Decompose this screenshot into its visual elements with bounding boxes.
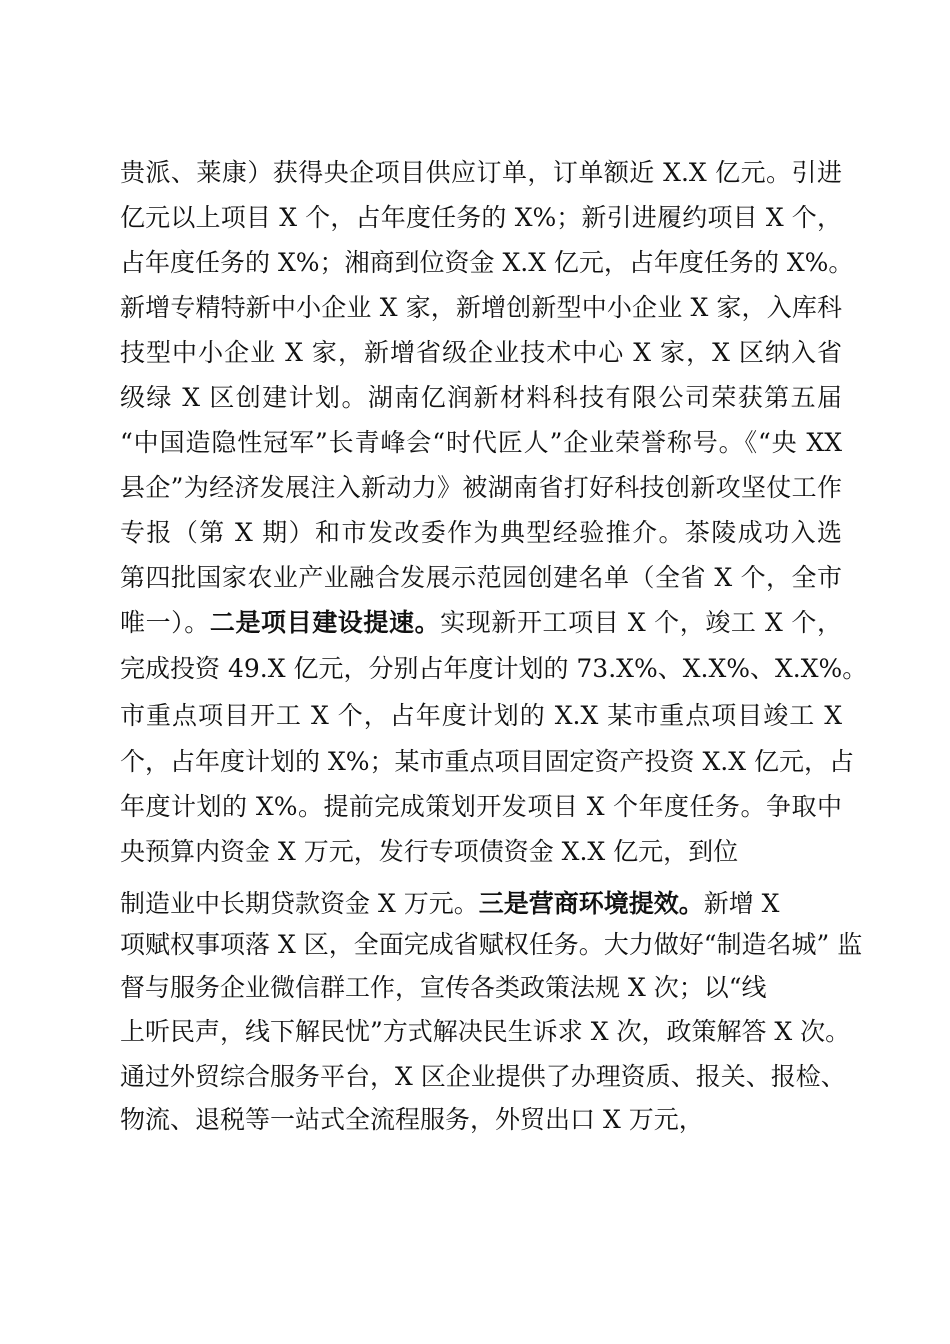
paragraph-line xyxy=(120,202,842,234)
text-run: 新增 X xyxy=(703,889,780,918)
text-run: 第四批国家农业产业融合发展示范园创建名单（全省 X 个，全市 xyxy=(120,563,842,592)
text-run: 唯一）。 xyxy=(120,608,210,637)
text-run: 占年度任务的 X%；湘商到位资金 X.X 亿元，占年度任务的 X%。 xyxy=(120,248,854,277)
text-run: 央预算内资金 X 万元，发行专项债资金 X.X 亿元，到位 xyxy=(120,837,739,866)
text-run: 项赋权事项落 X 区，全面完成省赋权任务。大力做好“制造名城” 监 xyxy=(120,930,863,959)
paragraph-line xyxy=(120,653,868,685)
paragraph-line xyxy=(120,700,842,732)
paragraph-line xyxy=(120,791,842,823)
paragraph-line xyxy=(120,1061,846,1093)
paragraph-line xyxy=(120,746,854,778)
text-run: 上听民声，线下解民忧”方式解决民生诉求 X 次，政策解答 X 次。 xyxy=(120,1017,851,1046)
text-run: 年度计划的 X%。提前完成策划开发项目 X 个年度任务。争取中 xyxy=(120,792,842,821)
paragraph-line xyxy=(120,427,842,459)
text-run: 亿元以上项目 X 个，占年度任务的 X%；新引进履约项目 X 个， xyxy=(120,203,842,232)
paragraph-line xyxy=(120,888,779,920)
paragraph-line xyxy=(120,836,738,868)
text-run: 专报（第 X 期）和市发改委作为典型经验推介。茶陵成功入选 xyxy=(120,518,842,547)
text-run: 新增专精特新中小企业 X 家，新增创新型中小企业 X 家，入库科 xyxy=(120,293,842,322)
paragraph-line xyxy=(120,929,862,961)
text-run: 实现新开工项目 X 个，竣工 X 个， xyxy=(440,608,842,637)
text-run: 制造业中长期贷款资金 X 万元。 xyxy=(120,889,479,918)
text-run: 通过外贸综合服务平台，X 区企业提供了办理资质、报关、报检、 xyxy=(120,1062,846,1091)
text-run: 个，占年度计划的 X%；某市重点项目固定资产投资 X.X 亿元，占 xyxy=(120,747,854,776)
paragraph-line xyxy=(120,337,842,369)
paragraph-line xyxy=(120,382,842,414)
paragraph-line xyxy=(120,247,854,279)
paragraph-line xyxy=(120,972,766,1004)
text-run: 督与服务企业微信群工作，宣传各类政策法规 X 次；以“线 xyxy=(120,973,767,1002)
text-run: 完成投资 49.X 亿元，分别占年度计划的 73.X%、X.X%、X.X%。 xyxy=(120,654,868,683)
paragraph-line xyxy=(120,607,842,639)
paragraph-line xyxy=(120,472,842,504)
text-run: 县企”为经济发展注入新动力》被湖南省打好科技创新攻坚仗工作 xyxy=(120,473,842,502)
section-heading-business-environment: 三是营商环境提效。 xyxy=(478,889,704,918)
text-run: 贵派、莱康）获得央企项目供应订单，订单额近 X.X 亿元。引进 xyxy=(120,158,842,187)
text-run: 市重点项目开工 X 个，占年度计划的 X.X 某市重点项目竣工 X xyxy=(120,701,842,730)
paragraph-line xyxy=(120,292,842,324)
text-run: 技型中小企业 X 家，新增省级企业技术中心 X 家，X 区纳入省 xyxy=(120,338,842,367)
section-heading-project-construction: 二是项目建设提速。 xyxy=(209,608,441,637)
paragraph-line xyxy=(120,1016,850,1048)
text-run: “中国造隐性冠军”长青峰会“时代匠人”企业荣誉称号。《“央 XX xyxy=(120,428,842,457)
paragraph-line xyxy=(120,157,842,189)
text-run: 物流、退税等一站式全流程服务，外贸出口 X 万元， xyxy=(120,1105,704,1134)
paragraph-line xyxy=(120,1104,704,1136)
paragraph-line xyxy=(120,562,842,594)
paragraph-line xyxy=(120,517,842,549)
text-run: 级绿 X 区创建计划。湖南亿润新材料科技有限公司荣获第五届 xyxy=(120,383,842,412)
